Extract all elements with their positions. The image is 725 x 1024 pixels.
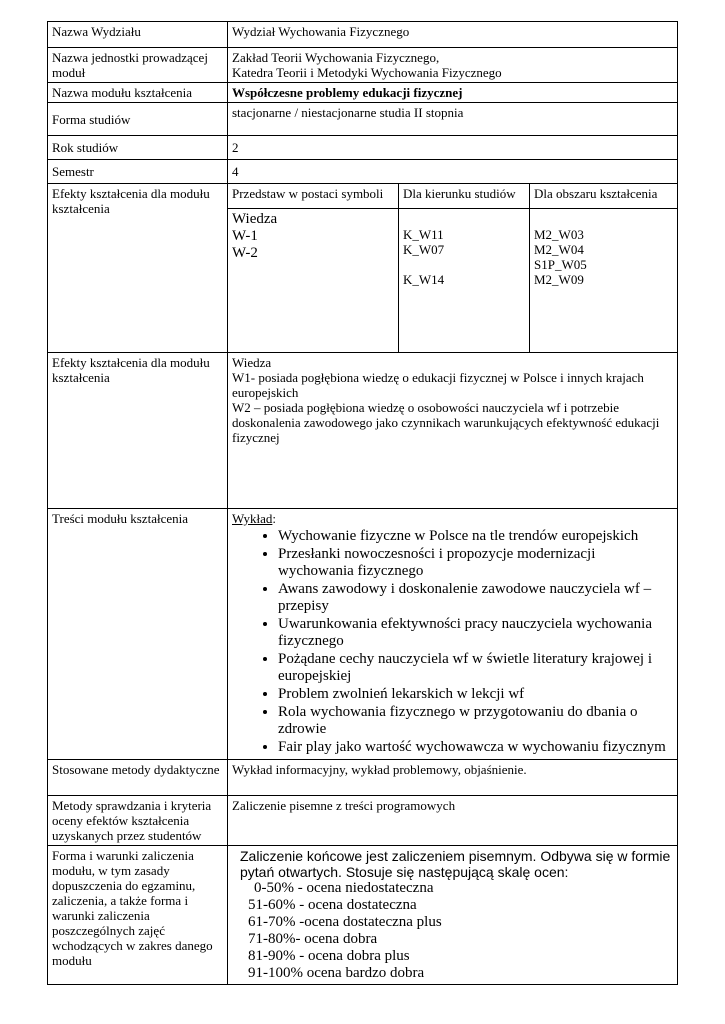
list-item: • Problem zwolnień lekarskich w lekcji wf — [278, 686, 673, 703]
row-efekty-opis — [48, 353, 678, 509]
value-rok: 2 — [228, 136, 678, 160]
grade-item: 91-100% ocena bardzo dobra — [248, 965, 425, 981]
grade-item: 71-80%- ocena dobra — [248, 931, 378, 947]
grade-item: 61-70% -ocena dostateczna plus — [248, 914, 442, 930]
kierunek-code: K_W07 — [403, 241, 445, 257]
row-wydzial — [48, 22, 678, 48]
zaliczenie-intro: Zaliczenie końcowe jest zaliczeniem pisemnym. Odbywa się w formie pytań otwartych. Stosuje się następującą skalę ocen: — [240, 848, 671, 880]
obszar-cell — [530, 208, 678, 352]
row-efekty-symbole — [48, 184, 678, 353]
value-metody: Wykład informacyjny, wykład problemowy, objaśnienie. — [228, 760, 678, 796]
value-modul: Współczesne problemy edukacji fizycznej — [228, 83, 678, 103]
value-efekty-opis — [228, 353, 678, 509]
row-zaliczenie — [48, 846, 678, 985]
list-item: • Przesłanki nowoczesności i propozycje modernizacji wychowania fizycznego — [278, 546, 673, 580]
efekty-w1: W1- posiada pogłębiona wiedzę o edukacji fizycznej w Polsce i innych krajach europejskich — [232, 370, 644, 400]
value-sprawdzanie: Zaliczenie pisemne z treści programowych — [228, 796, 678, 846]
grades-list — [232, 880, 673, 982]
label-efekty-opis: Efekty kształcenia dla modułu kształcenia — [48, 353, 228, 509]
obszar-code: S1P_W05 — [534, 256, 587, 272]
tresci-heading-suffix: : — [272, 511, 276, 526]
kierunek-code: K_W11 — [403, 226, 444, 242]
grade-item: 51-60% - ocena dostateczna — [248, 897, 417, 913]
tresci-list — [232, 528, 673, 756]
row-semestr — [48, 160, 678, 184]
efekty-w2: W2 – posiada pogłębiona wiedzę o osobowości nauczyciela wf i potrzebie doskonalenia zawodowego jako czynnikach warunkujących efektywność edukacji fizycznej — [232, 400, 660, 445]
row-tresci — [48, 509, 678, 760]
row-metody — [48, 760, 678, 796]
list-item: • Uwarunkowania efektywności pracy nauczyciela wychowania fizycznego — [278, 616, 673, 650]
kierunek-cell — [399, 208, 530, 352]
header-kierunek: Dla kierunku studiów — [399, 184, 530, 208]
value-tresci — [228, 509, 678, 760]
tresci-heading-text: Wykład — [232, 511, 273, 526]
symbols-cell — [228, 208, 399, 352]
label-forma: Forma studiów — [48, 103, 228, 136]
symbol-wiedza: Wiedza — [232, 210, 278, 227]
label-semestr: Semestr — [48, 160, 228, 184]
label-efekty-symbole: Efekty kształcenia dla modułu kształcenia — [48, 184, 228, 353]
efekty-subtable-body — [228, 208, 677, 352]
symbol-w2: W-2 — [232, 244, 258, 261]
row-sprawdzanie — [48, 796, 678, 846]
kierunek-code: K_W14 — [403, 271, 445, 287]
list-item: • Wychowanie fizyczne w Polsce na tle trendów europejskich — [278, 528, 673, 545]
obszar-code: M2_W04 — [534, 241, 584, 257]
obszar-code: M2_W09 — [534, 271, 584, 287]
row-jednostka — [48, 48, 678, 83]
grade-item: 0-50% - ocena niedostateczna — [254, 880, 434, 896]
label-zaliczenie: Forma i warunki zaliczenia modułu, w tym zasady dopuszczenia do egzaminu, zaliczenia, a także forma i warunki zaliczenia poszczególnych zajęć wchodzących w zakres danego modułu — [48, 846, 228, 985]
label-rok: Rok studiów — [48, 136, 228, 160]
list-item: • Rola wychowania fizycznego w przygotowaniu do dbania o zdrowie — [278, 704, 673, 738]
efekty-subtable — [228, 184, 677, 352]
label-metody: Stosowane metody dydaktyczne — [48, 760, 228, 796]
value-jednostka-line2: Katedra Teorii i Metodyki Wychowania Fizycznego — [232, 65, 502, 80]
label-sprawdzanie: Metody sprawdzania i kryteria oceny efektów kształcenia uzyskanych przez studentów — [48, 796, 228, 846]
value-forma: stacjonarne / niestacjonarne studia II stopnia — [228, 103, 678, 136]
tresci-heading — [232, 511, 673, 526]
label-wydzial: Nazwa Wydziału — [48, 22, 228, 48]
list-item: • Fair play jako wartość wychowawcza w wychowaniu fizycznym — [278, 739, 673, 756]
list-item: • Awans zawodowy i doskonalenie zawodowe nauczyciela wf – przepisy — [278, 581, 673, 615]
value-semestr: 4 — [228, 160, 678, 184]
label-tresci: Treści modułu kształcenia — [48, 509, 228, 760]
kierunek-code — [403, 257, 525, 272]
obszar-code: M2_W03 — [534, 226, 584, 242]
row-forma — [48, 103, 678, 136]
symbol-w1: W-1 — [232, 227, 258, 244]
efekty-subtable-header — [228, 184, 677, 208]
header-obszar: Dla obszaru kształcenia — [530, 184, 678, 208]
value-wydzial: Wydział Wychowania Fizycznego — [228, 22, 678, 48]
row-rok — [48, 136, 678, 160]
row-modul — [48, 83, 678, 103]
list-item: • Pożądane cechy nauczyciela wf w świetle literatury krajowej i europejskiej — [278, 651, 673, 685]
value-zaliczenie — [228, 846, 678, 985]
grade-item: 81-90% - ocena dobra plus — [248, 948, 410, 964]
value-jednostka — [228, 48, 678, 83]
efekty-symbole-cell — [228, 184, 678, 353]
value-jednostka-line1: Zakład Teorii Wychowania Fizycznego, — [232, 50, 440, 65]
header-symbole: Przedstaw w postaci symboli — [228, 184, 399, 208]
label-jednostka: Nazwa jednostki prowadzącej moduł — [48, 48, 228, 83]
module-card-table — [47, 21, 678, 985]
efekty-heading: Wiedza — [232, 355, 272, 370]
label-modul: Nazwa modułu kształcenia — [48, 83, 228, 103]
